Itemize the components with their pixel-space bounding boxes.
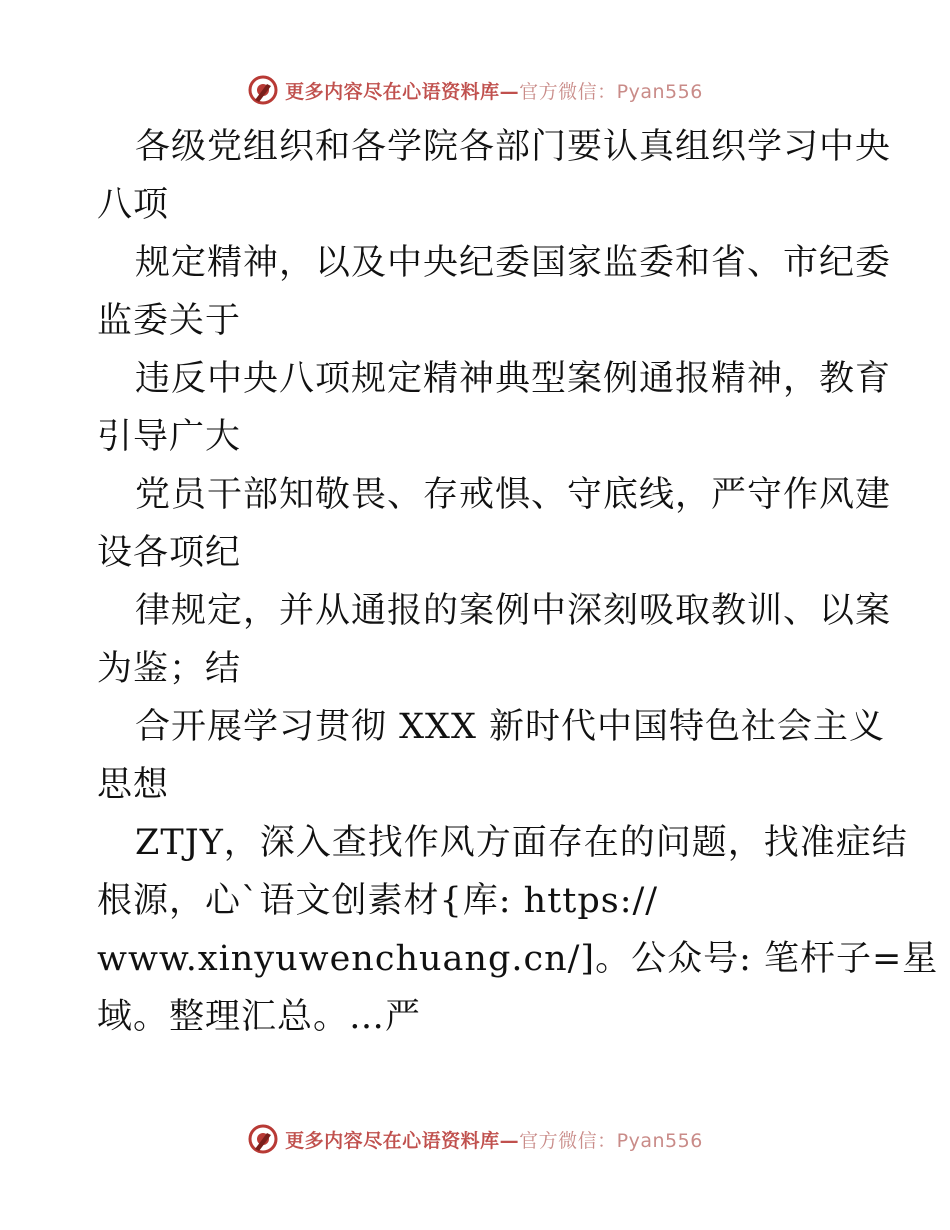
text-line: 律规定，并从通报的案例中深刻吸取教训、以案 [135,591,892,631]
text-line: 设各项纪 [97,533,242,573]
text-line: ZTJY，深入查找作风方面存在的问题，找准症结 [135,823,908,863]
text-line: 违反中央八项规定精神典型案例通报精神，教育 [135,359,892,399]
text-line: 根源，心`语文创素材{库: https:// [97,881,659,921]
text-line: 八项 [97,185,170,225]
text-line: 规定精神，以及中央纪委国家监委和省、市纪委 [135,243,892,283]
header-brand-text: 更多内容尽在心语资料库— [285,80,520,103]
header-tagline [285,77,703,104]
text-line: 监委关于 [97,301,242,341]
text-line: 为鉴；结 [97,649,242,689]
logo-icon [247,1123,279,1155]
footer-wechat-text: 官方微信：Pyan556 [519,1129,703,1152]
text-line: 思想 [97,765,170,805]
logo-icon [247,74,279,106]
text-line: 域。整理汇总。…严 [97,997,422,1037]
footer-tagline [285,1126,703,1153]
text-line: 各级党组织和各学院各部门要认真组织学习中央 [135,127,892,167]
text-line: 合开展学习贯彻 XXX 新时代中国特色社会主义 [135,707,886,747]
text-line: 引导广大 [97,417,242,457]
header-wechat-text: 官方微信：Pyan556 [519,80,703,103]
text-line: 党员干部知敬畏、存戒惧、守底线，严守作风建 [135,475,892,515]
page-footer [0,1121,950,1157]
text-line: www.xinyuwenchuang.cn/]。公众号: 笔杆子=星 [97,939,939,979]
page-header [0,72,950,108]
document-body [97,118,939,1046]
footer-brand-text: 更多内容尽在心语资料库— [285,1129,520,1152]
